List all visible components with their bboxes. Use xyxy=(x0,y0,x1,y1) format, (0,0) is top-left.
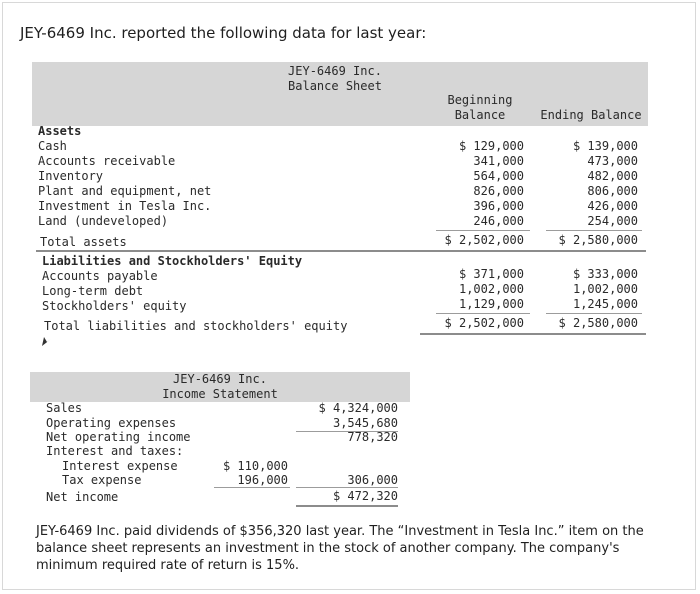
mouse-cursor-icon xyxy=(40,334,54,348)
tax-expense-rule xyxy=(214,487,290,488)
total-liabilities-ending: $ 2,580,000 xyxy=(558,316,638,330)
asset-ending-tesla: 426,000 xyxy=(587,199,638,213)
liability-ending-equity: 1,245,000 xyxy=(572,297,638,311)
asset-label-inventory: Inventory xyxy=(38,169,104,183)
liability-beginning-equity: 1,129,000 xyxy=(458,297,524,311)
asset-ending-cash: $ 139,000 xyxy=(572,139,638,153)
total-assets-beginning: $ 2,502,000 xyxy=(444,233,524,247)
total-liabilities-beginning: $ 2,502,000 xyxy=(444,316,524,330)
net-operating-income-label: Net operating income xyxy=(46,430,191,444)
interest-and-taxes-total: 306,000 xyxy=(347,473,398,487)
net-income-double-rule xyxy=(296,505,398,507)
liabilities-subtotal-rule-beginning xyxy=(436,313,530,314)
liability-label-accounts-payable: Accounts payable xyxy=(42,269,158,283)
asset-ending-land: 254,000 xyxy=(587,214,638,228)
tax-expense-value: 196,000 xyxy=(237,473,288,487)
asset-ending-ar: 473,000 xyxy=(587,154,638,168)
asset-label-plant-equipment: Plant and equipment, net xyxy=(38,184,212,198)
tax-expense-label: Tax expense xyxy=(62,473,142,487)
assets-subtotal-rule-ending xyxy=(546,230,642,231)
assets-subtotal-rule-beginning xyxy=(436,230,530,231)
total-assets-double-rule xyxy=(36,250,646,252)
asset-label-land: Land (undeveloped) xyxy=(38,214,169,228)
asset-beginning-inventory: 564,000 xyxy=(473,169,524,183)
dividends-note: JEY-6469 Inc. paid dividends of $356,320 last year. The “Investment in Tesla Inc.” item on the balance sheet represents an investment in the stock of another company. The company's minimum required rate of return is 15%. xyxy=(36,524,644,573)
interest-expense-value: $ 110,000 xyxy=(222,459,288,473)
operating-expenses-value: 3,545,680 xyxy=(332,416,398,430)
sales-label: Sales xyxy=(46,401,83,415)
balance-sheet-company: JEY-6469 Inc. xyxy=(288,64,382,78)
asset-beginning-land: 246,000 xyxy=(473,214,524,228)
total-assets-ending: $ 2,580,000 xyxy=(558,233,638,247)
asset-beginning-tesla: 396,000 xyxy=(473,199,524,213)
income-statement-company: JEY-6469 Inc. xyxy=(173,372,267,386)
operating-expenses-label: Operating expenses xyxy=(46,416,177,430)
interest-expense-label: Interest expense xyxy=(62,459,178,473)
asset-beginning-ar: 341,000 xyxy=(473,154,524,168)
liability-ending-ap: $ 333,000 xyxy=(572,267,638,281)
sales-value: $ 4,324,000 xyxy=(318,401,398,415)
intro-text: JEY-6469 Inc. reported the following data for last year: xyxy=(20,24,427,42)
liability-ending-ltd: 1,002,000 xyxy=(572,282,638,296)
liability-beginning-ap: $ 371,000 xyxy=(458,267,524,281)
asset-beginning-plant: 826,000 xyxy=(473,184,524,198)
liabilities-subtotal-rule-ending xyxy=(546,313,642,314)
income-statement-title xyxy=(150,372,290,402)
net-income-value: $ 472,320 xyxy=(332,489,398,503)
liabilities-heading: Liabilities and Stockholders' Equity xyxy=(42,254,303,268)
liability-label-stockholders-equity: Stockholders' equity xyxy=(42,299,187,313)
asset-beginning-cash: $ 129,000 xyxy=(458,139,524,153)
asset-ending-plant: 806,000 xyxy=(587,184,638,198)
interest-and-taxes-rule xyxy=(296,487,398,488)
asset-ending-inventory: 482,000 xyxy=(587,169,638,183)
liability-beginning-ltd: 1,002,000 xyxy=(458,282,524,296)
ending-balance-header: Ending Balance xyxy=(540,108,642,122)
liability-label-long-term-debt: Long-term debt xyxy=(42,284,144,298)
net-income-label: Net income xyxy=(46,490,119,504)
asset-label-accounts-receivable: Accounts receivable xyxy=(38,154,176,168)
asset-label-investment-tesla: Investment in Tesla Inc. xyxy=(38,199,212,213)
income-statement-name: Income Statement xyxy=(162,387,278,401)
total-assets-label: Total assets xyxy=(40,235,127,249)
asset-label-cash: Cash xyxy=(38,139,67,153)
beginning-balance-header: Beginning Balance xyxy=(447,93,513,122)
total-liabilities-double-rule xyxy=(420,333,646,335)
balance-sheet-name: Balance Sheet xyxy=(288,79,382,93)
assets-heading: Assets xyxy=(38,124,82,138)
net-operating-income-value: 778,320 xyxy=(347,430,398,444)
total-liabilities-label: Total liabilities and stockholders' equity xyxy=(44,319,348,333)
interest-and-taxes-label: Interest and taxes: xyxy=(46,444,184,458)
balance-sheet-title xyxy=(270,64,400,94)
